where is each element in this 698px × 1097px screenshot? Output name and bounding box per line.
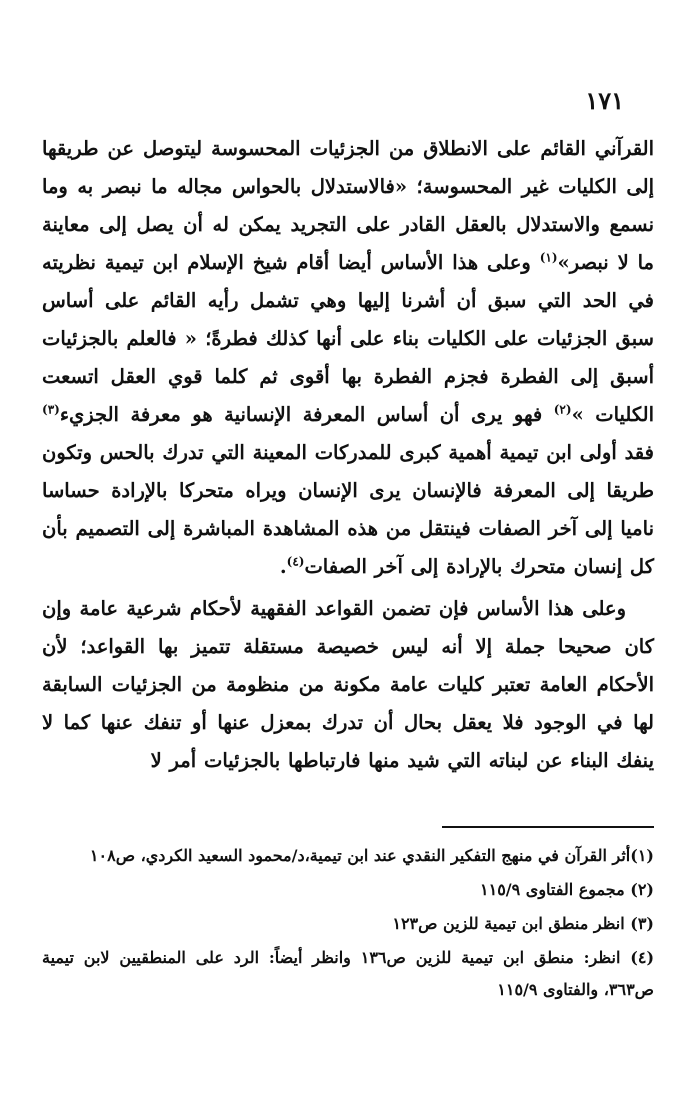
paragraph-1-text-cont: فقد أولى ابن تيمية أهمية كبرى للمدركات المعينة التي تدرك بالحس وتكون طريقا إلى المعرفة فالإنسان يرى الإنسان ويراه متحركا بالإرادة حساسا ناميا إلى آخر الصفات فينتقل من هذه المشاهدة المباشرة إلى التصميم بأن كل إنسان متحرك بالإرادة إلى آخر الصفات xyxy=(42,441,654,578)
footnote-separator xyxy=(442,826,654,828)
footnote-ref-2[interactable]: (٢) xyxy=(553,402,572,417)
paragraph-1-text-cont: فهو يرى أن أساس المعرفة الإنسانية هو معرفة الجزيء xyxy=(59,403,554,426)
footnote-ref-4[interactable]: (٤) xyxy=(286,554,305,569)
footnote-1: (١)أثر القرآن في منهج التفكير النقدي عند ابن تيمية،د/محمود السعيد الكردي، ص١٠٨ xyxy=(89,846,654,865)
paragraph-1-period: . xyxy=(279,555,287,578)
main-text xyxy=(42,130,654,780)
footnote-2: (٢) مجموع الفتاوى ١١٥/٩ xyxy=(480,880,654,899)
footnote-ref-3[interactable]: (٣) xyxy=(42,402,60,417)
paragraph-2: وعلى هذا الأساس فإن تضمن القواعد الفقهية لأحكام شرعية عامة وإن كان صحيحا جملة إلا أنه ليس خصيصة مستقلة تتميز بها القواعد؛ لأن الأحكام العامة تعتبر كليات عامة مكونة من منظومة من الجزئيات السابقة لها في الوجود فلا يعقل بحال أن تدرك بمعزل عنها أو تنفك عنها كما لا ينفك البناء عن لبناته التي شيد منها فارتباطها بالجزئيات أمر لا xyxy=(42,597,654,772)
paragraph-1-text-cont: وعلى هذا الأساس أيضا أقام شيخ الإسلام ابن تيمية نظريته في الحد التي سبق أن أشرنا إليها وهي تشمل رأيه القائم على أساس سبق الجزئيات على الكليات بناء على أنها كذلك فطرةً؛ « فالعلم بالجزئيات أسبق إلى الفطرة فجزم الفطرة بها أقوى ثم كلما قوي العقل اتسعت الكليات » xyxy=(42,251,654,426)
footnotes xyxy=(42,840,654,1008)
paragraph-1-text: القرآني القائم على الانطلاق من الجزئيات المحسوسة ليتوصل عن طريقها إلى الكليات غير المحسوسة؛ «فالاستدلال بالحواس مجاله ما نبصر به وما نسمع والاستدلال بالعقل القادر على التجريد يمكن له أن يصل إلى معاينة ما لا نبصر» xyxy=(42,137,654,274)
footnote-3: (٣) انظر منطق ابن تيمية للزين ص١٢٣ xyxy=(392,914,654,933)
paragraph-1 xyxy=(42,130,654,586)
page-number: ١٧١ xyxy=(585,86,624,115)
footnote-4: (٤) انظر: منطق ابن تيمية للزين ص١٣٦ وانظر أيضاً: الرد على المنطقيين لابن تيمية ص٣٦٣، والفتاوى ١١٥/٩ xyxy=(42,948,655,999)
footnote-ref-1[interactable]: (١) xyxy=(539,250,558,265)
